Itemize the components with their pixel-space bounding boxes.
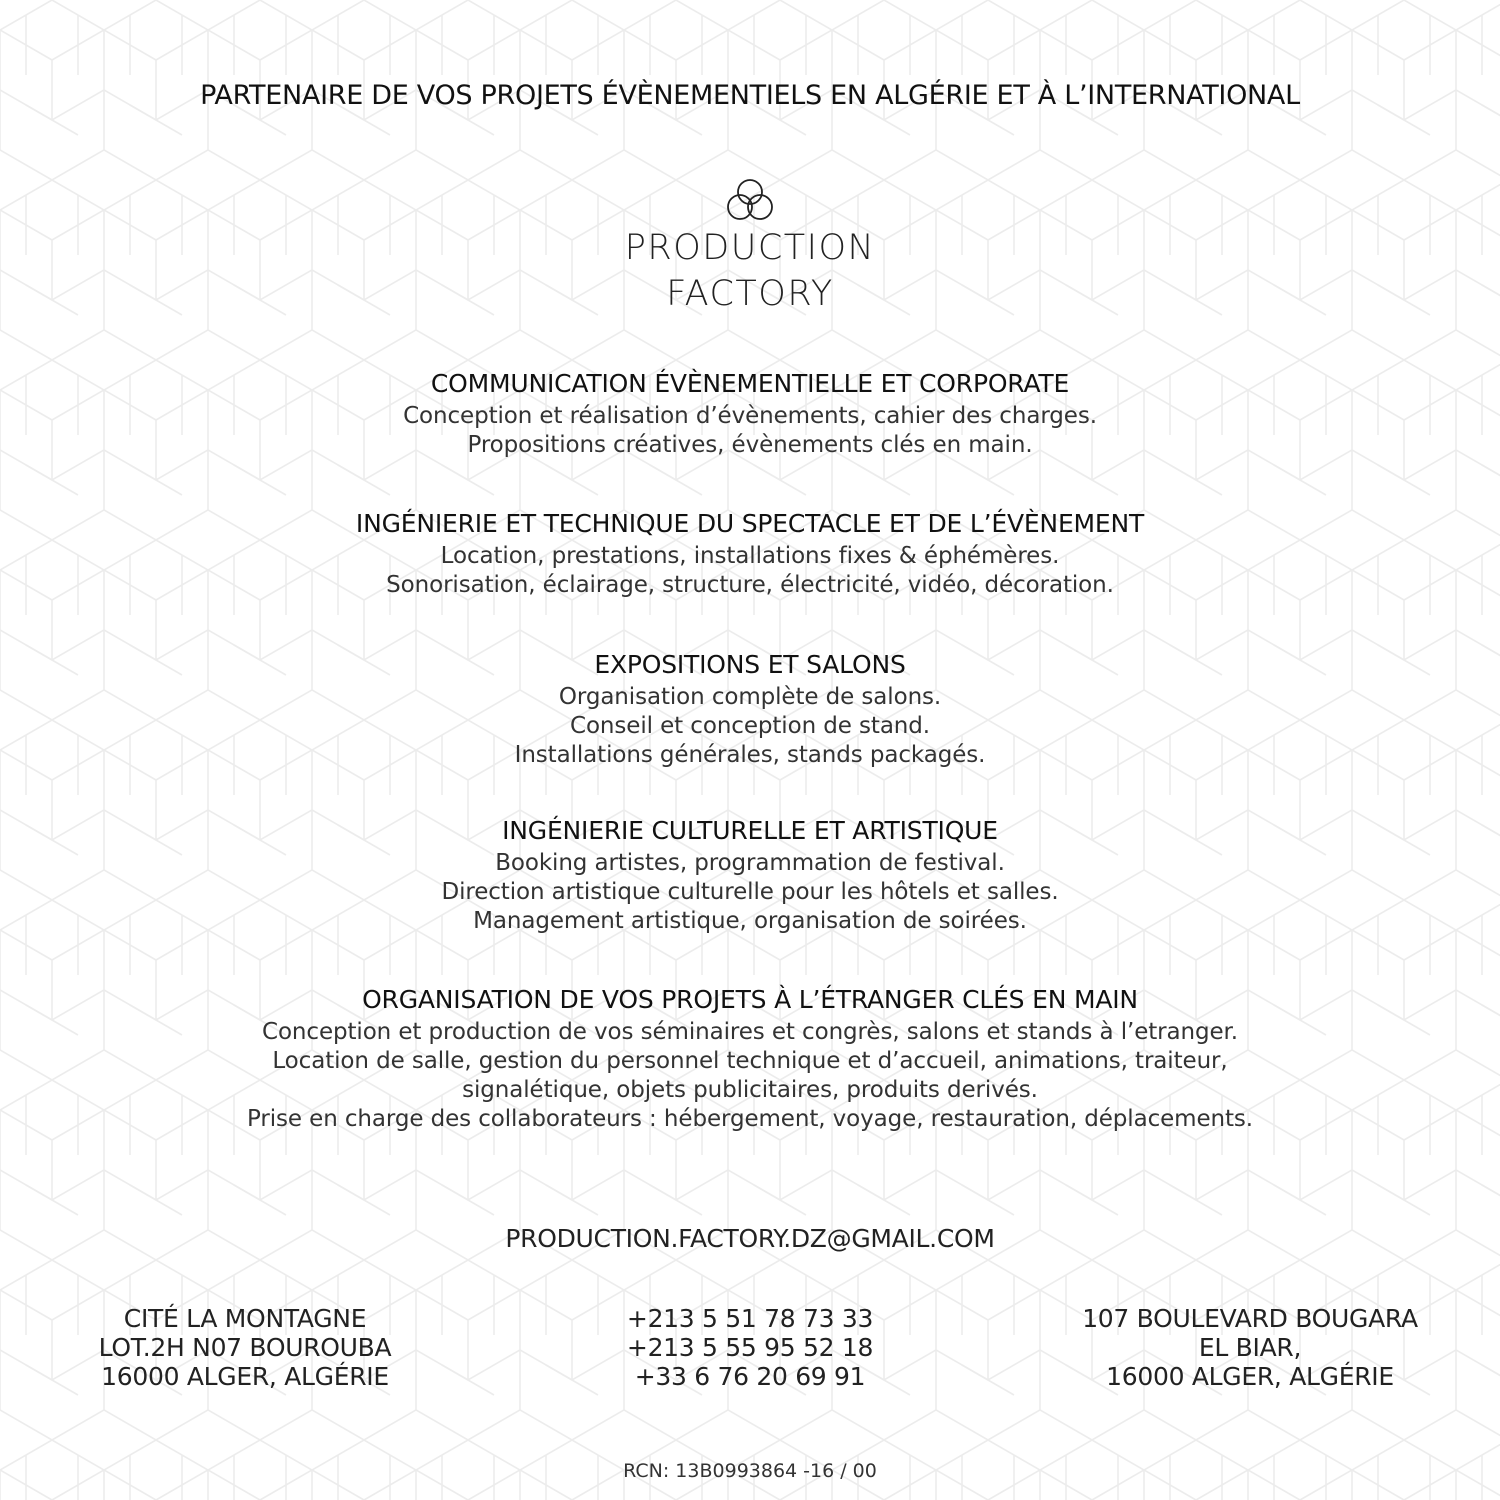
section-line: Conseil et conception de stand. bbox=[569, 713, 930, 739]
section-etranger bbox=[0, 982, 1500, 1134]
section-line: Prise en charge des collaborateurs : hébergement, voyage, restauration, déplacements. bbox=[246, 1106, 1254, 1132]
section-communication bbox=[0, 366, 1500, 460]
section-line: Conception et production de vos séminaires et congrès, salons et stands à l’etranger. bbox=[261, 1019, 1239, 1045]
address-left bbox=[45, 1304, 445, 1391]
brand-name-line-1: PRODUCTION bbox=[624, 228, 876, 268]
brand-name-line-2: FACTORY bbox=[666, 274, 834, 314]
section-line: Location de salle, gestion du personnel technique et d’accueil, animations, traiteur, bbox=[272, 1048, 1228, 1074]
address-right bbox=[1050, 1304, 1450, 1391]
section-title: COMMUNICATION ÉVÈNEMENTIELLE ET CORPORATE bbox=[430, 369, 1070, 398]
address-line: CITÉ LA MONTAGNE bbox=[123, 1304, 367, 1333]
section-ingenierie-culturelle bbox=[0, 813, 1500, 936]
section-line: Installations générales, stands packagés. bbox=[514, 742, 986, 768]
section-line: Direction artistique culturelle pour les hôtels et salles. bbox=[441, 879, 1059, 905]
section-line: Propositions créatives, évènements clés en main. bbox=[467, 432, 1033, 458]
three-interlocking-rings-icon bbox=[720, 175, 780, 225]
section-line: Location, prestations, installations fixes & éphémères. bbox=[440, 543, 1060, 569]
email-link[interactable]: PRODUCTION.FACTORY.DZ@GMAIL.COM bbox=[505, 1224, 995, 1253]
section-title: ORGANISATION DE VOS PROJETS À L’ÉTRANGER CLÉS EN MAIN bbox=[362, 985, 1138, 1014]
section-title: INGÉNIERIE ET TECHNIQUE DU SPECTACLE ET DE L’ÉVÈNEMENT bbox=[355, 509, 1145, 538]
address-line: 16000 ALGER, ALGÉRIE bbox=[1106, 1362, 1394, 1391]
phone-number[interactable]: +213 5 51 78 73 33 bbox=[626, 1304, 874, 1333]
section-line: signalétique, objets publicitaires, produits derivés. bbox=[462, 1077, 1038, 1103]
section-expositions bbox=[0, 647, 1500, 770]
phone-numbers bbox=[550, 1304, 950, 1391]
phone-number[interactable]: +213 5 55 95 52 18 bbox=[626, 1333, 874, 1362]
phone-number[interactable]: +33 6 76 20 69 91 bbox=[634, 1362, 866, 1391]
section-line: Management artistique, organisation de soirées. bbox=[473, 908, 1027, 934]
address-line: EL BIAR, bbox=[1198, 1333, 1302, 1362]
section-title: INGÉNIERIE CULTURELLE ET ARTISTIQUE bbox=[502, 816, 998, 845]
brand-logo bbox=[550, 175, 950, 317]
section-line: Conception et réalisation d’évènements, cahier des charges. bbox=[403, 403, 1097, 429]
section-line: Organisation complète de salons. bbox=[558, 684, 942, 710]
section-line: Sonorisation, éclairage, structure, électricité, vidéo, décoration. bbox=[386, 572, 1114, 598]
section-title: EXPOSITIONS ET SALONS bbox=[594, 650, 906, 679]
tagline: PARTENAIRE DE VOS PROJETS ÉVÈNEMENTIELS EN ALGÉRIE ET À L’INTERNATIONAL bbox=[200, 80, 1300, 111]
section-line: Booking artistes, programmation de festival. bbox=[495, 850, 1005, 876]
address-line: 16000 ALGER, ALGÉRIE bbox=[101, 1362, 389, 1391]
section-ingenierie-technique bbox=[0, 506, 1500, 600]
address-line: 107 BOULEVARD BOUGARA bbox=[1082, 1304, 1418, 1333]
address-line: LOT.2H N07 BOUROUBA bbox=[98, 1333, 392, 1362]
rcn-registration: RCN: 13B0993864 -16 / 00 bbox=[623, 1460, 877, 1482]
